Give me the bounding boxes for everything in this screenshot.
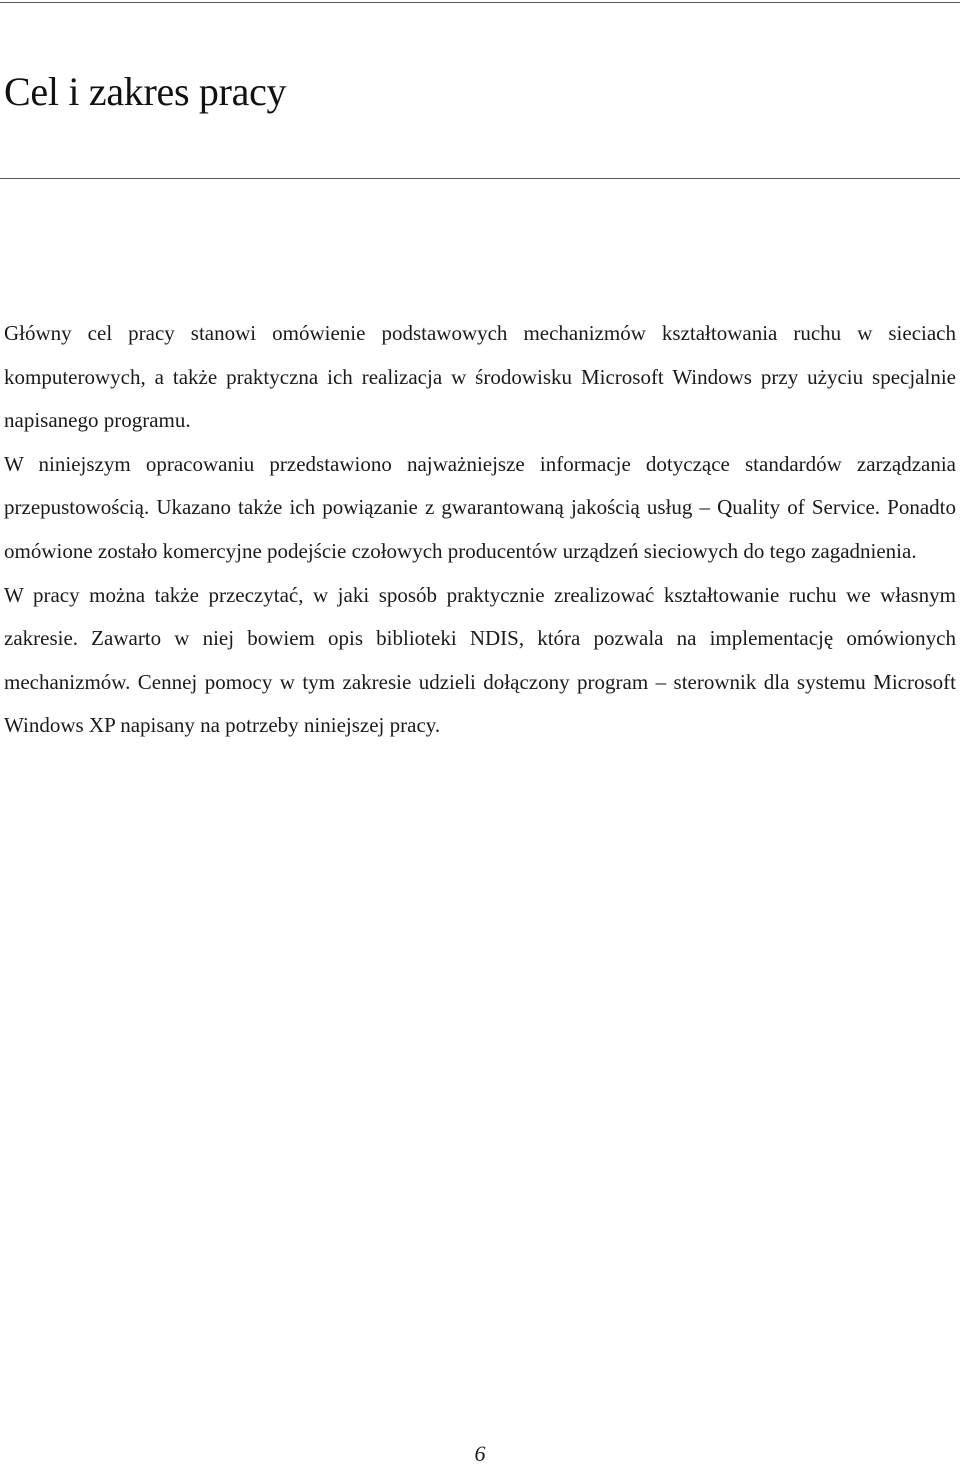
title-rule [0, 178, 960, 179]
paragraph-implementation: W pracy można także przeczytać, w jaki sposób praktycznie zrealizować kształtowanie ruchu we własnym zakresie. Zawarto w niej bowiem opis biblioteki NDIS, która pozwala na implementację omówionych mechanizmów. Cennej pomocy w tym zakresie udzieli dołączony program – sterownik dla systemu Microsoft Windows XP napisany na potrzeby niniejszej pracy. [4, 582, 956, 738]
chapter-title: Cel i zakres pracy [4, 69, 287, 114]
top-rule [0, 2, 960, 3]
body-text [4, 312, 956, 748]
page-number: 6 [474, 1441, 486, 1466]
paragraph-goal: Główny cel pracy stanowi omówienie podstawowych mechanizmów kształtowania ruchu w sieciach komputerowych, a także praktyczna ich realizacja w środowisku Microsoft Windows przy użyciu specjalnie napisanego programu. [4, 321, 956, 433]
paragraph-scope: W niniejszym opracowaniu przedstawiono najważniejsze informacje dotyczące standardów zarządzania przepustowością. Ukazano także ich powiązanie z gwarantowaną jakością usług – Quality of Service. Ponadto omówione zostało komercyjne podejście czołowych producentów urządzeń sieciowych do tego zagadnienia. [4, 451, 956, 563]
